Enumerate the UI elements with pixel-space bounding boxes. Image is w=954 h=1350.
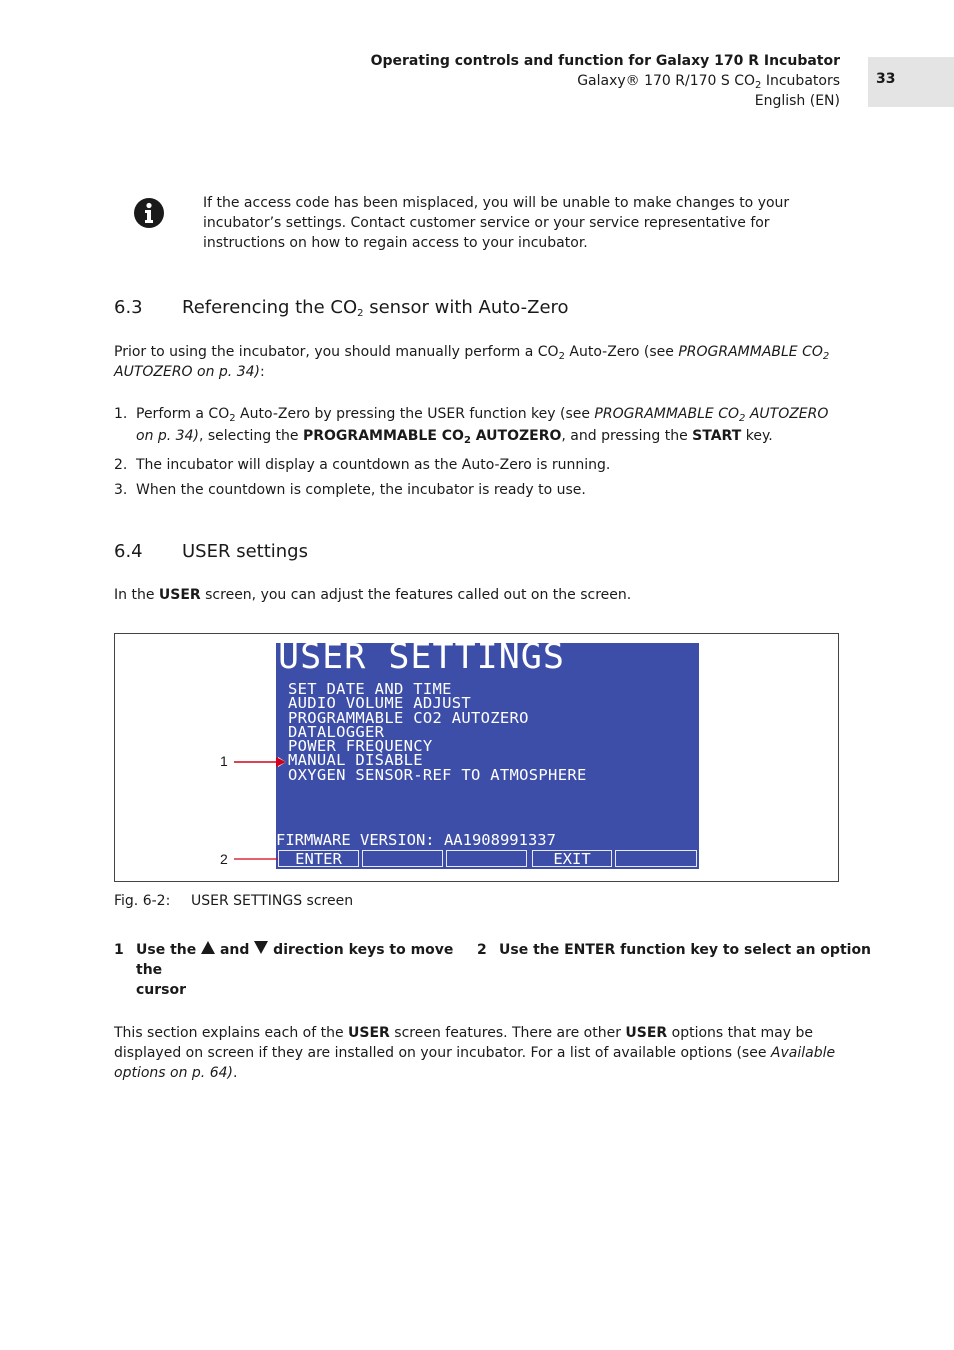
section-6-4-intro: In the USER screen, you can adjust the features called out on the screen.	[114, 587, 632, 603]
function-key-5[interactable]	[615, 850, 697, 867]
header-language: English (EN)	[754, 93, 840, 109]
firmware-version: FIRMWARE VERSION: AA1908991337	[276, 831, 556, 849]
legend-item-1: 1 Use the and direction keys to move the cursor	[114, 942, 454, 998]
callout-number-2: 2	[220, 851, 228, 867]
arrow-up-icon	[201, 941, 215, 954]
menu-item-datalogger[interactable]: DATALOGGER	[288, 722, 385, 741]
screen-title: USER SETTINGS	[278, 643, 565, 677]
function-key-2[interactable]	[362, 850, 443, 867]
menu-item-audio-volume[interactable]: AUDIO VOLUME ADJUST	[288, 694, 472, 713]
access-code-note: If the access code has been misplaced, you will be unable to make changes to your incubator’s settings. Contact customer service or your service representative for instructions on how to regain access to your incubator.	[203, 195, 790, 251]
exit-function-key[interactable]: EXIT	[532, 850, 612, 867]
section-6-3-intro: Prior to using the incubator, you should manually perform a $CO_2$ Auto-Zero (see PROGRAMMABLE $CO_2$ AUTOZERO on p. 34):	[114, 344, 830, 380]
callout-line-2	[234, 854, 278, 864]
function-key-bar	[276, 850, 699, 869]
section-heading-6-4: 6.4 USER settings	[114, 541, 308, 562]
header-product: Galaxy® 170 R/170 S $CO_2$ Incubators	[577, 73, 840, 91]
list-item: 2. The incubator will display a countdown as the Auto-Zero is running.	[114, 457, 611, 473]
menu-item-co2-autozero[interactable]: PROGRAMMABLE CO2 AUTOZERO	[288, 708, 529, 727]
arrow-down-icon	[254, 941, 268, 954]
user-settings-screen	[276, 643, 699, 869]
menu-item-manual-disable[interactable]: MANUAL DISABLE	[288, 751, 423, 770]
page-number: 33	[876, 71, 896, 87]
legend-item-2: 2 Use the ENTER function key to select an option	[477, 942, 872, 958]
list-item: 1. Perform a $CO_2$ Auto-Zero by pressing the USER function key (see PROGRAMMABLE $CO_2$ AUTOZERO on p. 34), selecting the PROGRAMMABLE $CO_2$ AUTOZERO, and pressing the START key.	[114, 406, 829, 446]
menu-item-oxygen-sensor[interactable]: OXYGEN SENSOR-REF TO ATMOSPHERE	[288, 765, 587, 784]
menu-item-power-frequency[interactable]: POWER FREQUENCY	[288, 737, 433, 756]
list-item: 3. When the countdown is complete, the incubator is ready to use.	[114, 482, 586, 498]
closing-paragraph: This section explains each of the USER screen features. There are other USER options that may be displayed on screen if they are installed on your incubator. For a list of available options (see Available options on p. 64).	[114, 1025, 836, 1081]
screen-menu	[288, 682, 587, 782]
section-heading-6-3: 6.3 Referencing the $CO_2$ sensor with Auto-Zero	[114, 297, 569, 319]
info-icon	[134, 198, 164, 228]
callout-arrow-1	[234, 756, 286, 768]
figure-caption: Fig. 6-2: USER SETTINGS screen	[114, 893, 354, 909]
callout-number-1: 1	[220, 753, 228, 769]
menu-item-set-date[interactable]: SET DATE AND TIME	[288, 680, 452, 698]
function-key-3[interactable]	[446, 850, 527, 867]
header-title: Operating controls and function for Galaxy 170 R Incubator	[370, 53, 840, 69]
enter-function-key[interactable]: ENTER	[278, 850, 359, 867]
